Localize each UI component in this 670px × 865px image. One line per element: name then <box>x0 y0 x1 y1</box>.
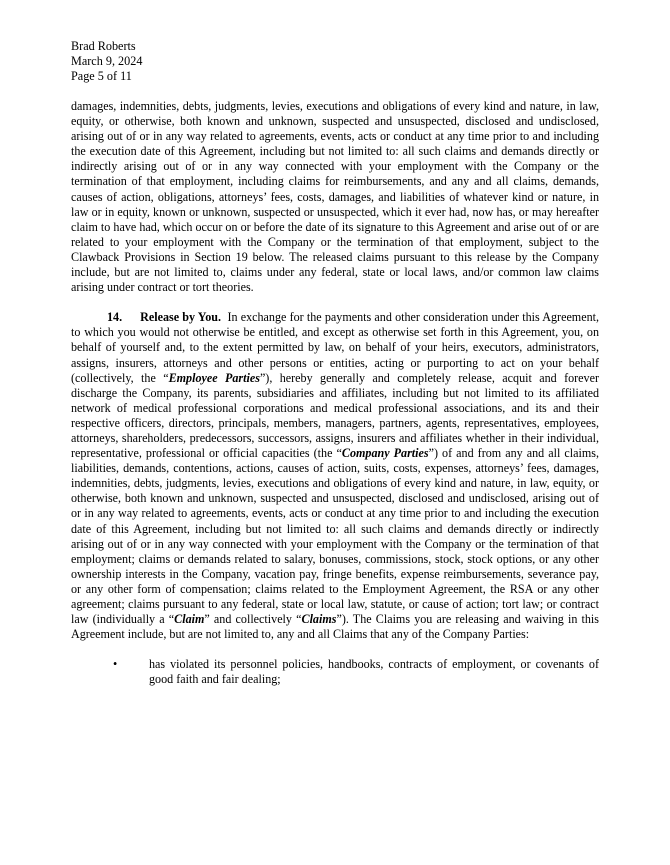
bullet-item <box>71 657 599 687</box>
defined-term-claim: Claim <box>174 612 205 627</box>
section-text-e: ”). The Claims you are releasing and waiving in this Agreement include, but are not limited to, any and all Claims that any of the Company Parties: <box>71 612 600 642</box>
section-text-b: ”), hereby generally and completely release, acquit and forever discharge the Company, its parents, subsidiaries and affiliates, including but not limited to its affiliated network of medical professional corporations and medical professional associations, and its and their respective officers, directors, principals, members, managers, partners, agents, representatives, employees, attorneys, shareholders, predecessors, successors, assigns, insurers and affiliates whether in their individual, representative, professional or official capacities (the “ <box>71 370 599 461</box>
bullet-text: has violated its personnel policies, handbooks, contracts of employment, or covenants of good faith and fair dealing; <box>149 657 599 687</box>
section-number: 14. <box>107 310 123 325</box>
section-title: Release by You. <box>140 310 222 325</box>
section-text-c: ”) of and from any and all claims, liabilities, demands, contentions, actions, causes of action, suits, costs, expenses, attorneys’ fees, damages, indemnities, debts, judgments, levies, executions and obligations of every kind and nature, in law, equity, or otherwise, both known and unknown, suspected and unsuspected, disclosed and undisclosed, arising out of or in any way related to agreements, events, acts or conduct at any time prior to and including the execution date of this Agreement, including but not limited to: all such claims and demands directly or indirectly arising out of or in any way connected with your employment with the Company or the termination of that employment; claims or demands related to salary, bonuses, commissions, stock, stock options, or any other ownership interests in the Company, vacation pay, fringe benefits, expense reimbursements, severance pay, or any other form of compensation; claims related to the Employment Agreement, the RSA or any other agreement; claims pursuant to any federal, state or local law, statute, or cause of action; tort law; or contract law (individually a “ <box>71 446 599 627</box>
recipient-name: Brad Roberts <box>71 39 136 53</box>
defined-term-employee-parties: Employee Parties <box>168 370 260 385</box>
defined-term-company-parties: Company Parties <box>341 446 429 461</box>
defined-term-claims: Claims <box>301 612 337 627</box>
section-text-a: In exchange for the payments and other consideration under this Agreement, to which you would not otherwise be entitled, and except as otherwise set forth in this Agreement, you, on behalf of yourself and, to the extent permitted by law, on behalf of your heirs, executors, administrators, assigns, insurers, attorneys and other persons or entities, acting or purporting to act on your behalf (collectively, the “ <box>71 310 600 385</box>
document-body <box>71 99 599 687</box>
page-header <box>71 39 142 84</box>
letter-date: March 9, 2024 <box>71 54 143 68</box>
bullet-mark: • <box>113 657 118 672</box>
section-text-d: ” and collectively “ <box>204 612 302 627</box>
section-14-paragraph <box>71 310 599 642</box>
page-number: Page 5 of 11 <box>71 69 132 83</box>
paragraph-continued: damages, indemnities, debts, judgments, levies, executions and obligations of every kind and nature, in law, equity, or otherwise, both known and unknown, suspected and unsuspected, disclosed and undisclosed, arising out of or in any way related to agreements, events, acts or conduct at any time prior to and including the execution date of this Agreement, including but not limited to: all such claims and demands directly or indirectly arising out of or in any way connected with your employment with the Company or the termination of that employment, including claims for reimbursements, and any and all claims, demands, causes of action, obligations, attorneys’ fees, costs, damages, and liabilities of whatever kind or nature, in law or in equity, known or unknown, suspected or unsuspected, which it ever had, now has, or may hereafter claim to have had, which occur on or before the date of its signature to this Agreement and arise out of or are related to your employment with the Company or the termination of that employment, subject to the Clawback Provisions in Section 19 below. The released claims pursuant to this release by the Company include, but are not limited to, claims under any federal, state or local laws, and/or common law claims arising under contract or tort theories. <box>71 99 599 295</box>
